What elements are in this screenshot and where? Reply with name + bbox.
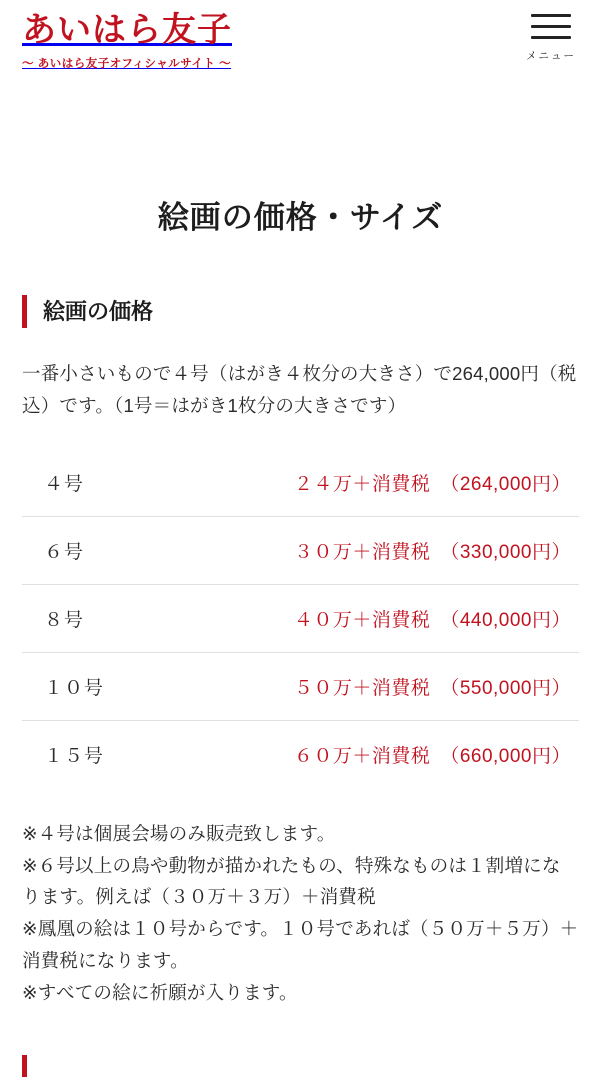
menu-toggle-button[interactable] (521, 14, 581, 63)
page-title: 絵画の価格・サイズ (157, 200, 444, 235)
intro-paragraph: 一番小さいもので４号（はがき４枚分の大きさ）で264,000円（税込）です。（1号＝はがき1枚分の大きさです） (22, 363, 577, 417)
price-size: ４号 (44, 473, 85, 495)
table-row (22, 720, 579, 788)
table-row (22, 652, 579, 720)
price-value: ６０万＋消費税 （660,000円） (293, 745, 571, 767)
price-size: １５号 (44, 745, 105, 767)
price-value: ３０万＋消費税 （330,000円） (293, 541, 571, 563)
section-marker (22, 1055, 27, 1077)
main-content (0, 192, 601, 1077)
price-size: ８号 (44, 609, 85, 631)
table-row (22, 449, 579, 517)
site-header (0, 0, 601, 96)
brand-title: あいはら友子 (22, 10, 232, 50)
price-value: ４０万＋消費税 （440,000円） (293, 609, 571, 631)
price-value: ５０万＋消費税 （550,000円） (293, 677, 571, 699)
table-row (22, 516, 579, 584)
section-heading-price: 絵画の価格 (22, 295, 579, 328)
note-item: ※すべての絵に祈願が入ります。 (22, 981, 298, 1003)
note-item: ※鳳凰の絵は１０号からです。１０号であれば（５０万＋５万）＋消費税になります。 (22, 918, 579, 971)
note-item: ※６号以上の鳥や動物が描かれたもの、特殊なものは１割増になります。例えば（３０万＋３万）＋消費税 (22, 854, 561, 908)
hamburger-icon (531, 14, 571, 39)
menu-toggle-label: メニュー (526, 50, 576, 62)
brand-subtitle: 〜 あいはら友子オフィシャルサイト 〜 (22, 58, 232, 71)
notes-block (22, 818, 579, 1009)
note-item: ※４号は個展会場のみ販売致します。 (22, 822, 336, 844)
price-size: １０号 (44, 677, 105, 699)
table-row (22, 584, 579, 652)
price-table (22, 449, 579, 788)
site-logo[interactable] (22, 12, 232, 71)
price-size: ６号 (44, 541, 85, 563)
price-value: ２４万＋消費税 （264,000円） (293, 473, 571, 495)
